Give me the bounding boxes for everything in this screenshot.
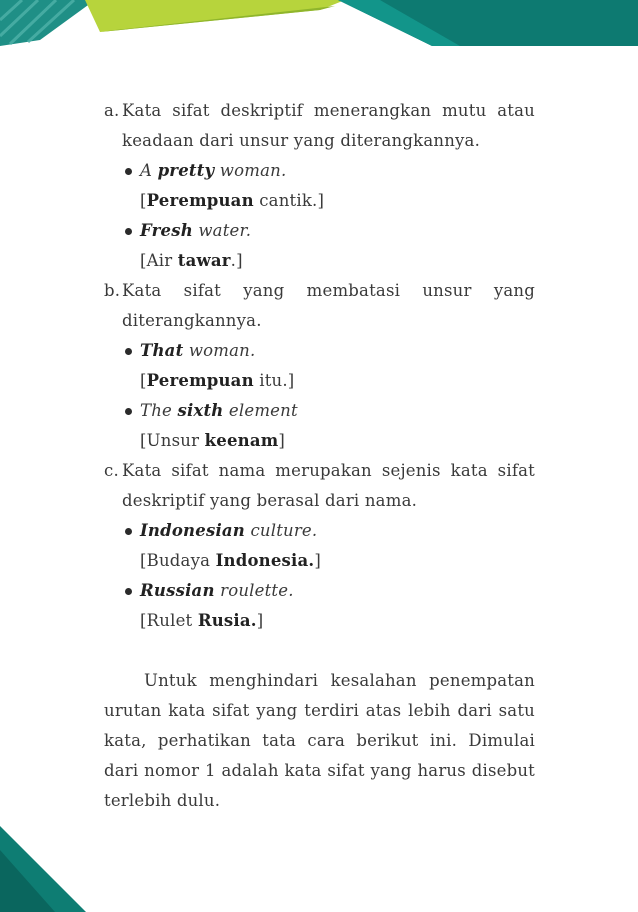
top-left-teal-corner (0, 0, 95, 46)
bullet-icon (122, 216, 140, 246)
example-bullet: A pretty woman. (122, 156, 535, 186)
item-text-line: Kata sifat yang membatasi unsur yang (122, 281, 535, 300)
item-text-line: Kata sifat deskriptif menerangkan mutu atau (122, 101, 535, 120)
document-content (104, 96, 535, 816)
example-bullet: The sixth element (122, 396, 535, 426)
bullet-icon (122, 396, 140, 426)
example-bullet: Russian roulette. (122, 576, 535, 606)
bottom-left-teal-corner (0, 826, 86, 912)
top-lime-ribbon (85, 0, 345, 32)
list-item-a (104, 96, 535, 156)
list-item-c (104, 456, 535, 516)
bullet-icon (122, 156, 140, 186)
item-marker: b. (104, 281, 121, 300)
paragraph-line: kata, perhatikan tata cara berikut ini. Dimulai (104, 731, 535, 750)
item-marker: c. (104, 461, 119, 480)
example-bullet: Indonesian culture. (122, 516, 535, 546)
bullet-icon (122, 516, 140, 546)
top-right-teal-band (338, 0, 638, 46)
body-paragraph (104, 666, 535, 816)
bullet-icon (122, 336, 140, 366)
paragraph-line: dari nomor 1 adalah kata sifat yang harus disebut (104, 761, 535, 780)
item-text-line: deskriptif yang berasal dari nama. (122, 491, 418, 510)
item-text-line: keadaan dari unsur yang diterangkannya. (122, 131, 481, 150)
paragraph-line: terlebih dulu. (104, 791, 221, 810)
example-bullet: That woman. (122, 336, 535, 366)
example-translation: [Budaya Indonesia.] (140, 551, 321, 570)
example-translation: [Rulet Rusia.] (140, 611, 264, 630)
paragraph-line: urutan kata sifat yang terdiri atas lebih dari satu (104, 701, 535, 720)
example-bullet: Fresh water. (122, 216, 535, 246)
bullet-icon (122, 576, 140, 606)
example-translation: [Perempuan itu.] (140, 371, 295, 390)
item-text-line: Kata sifat nama merupakan sejenis kata sifat (122, 461, 535, 480)
list-item-b (104, 276, 535, 336)
paragraph-line: Untuk menghindari kesalahan penempatan (144, 671, 535, 690)
example-translation: [Perempuan cantik.] (140, 191, 325, 210)
example-translation: [Unsur keenam] (140, 431, 286, 450)
item-text-line: diterangkannya. (122, 311, 262, 330)
item-marker: a. (104, 101, 120, 120)
example-translation: [Air tawar.] (140, 251, 243, 270)
